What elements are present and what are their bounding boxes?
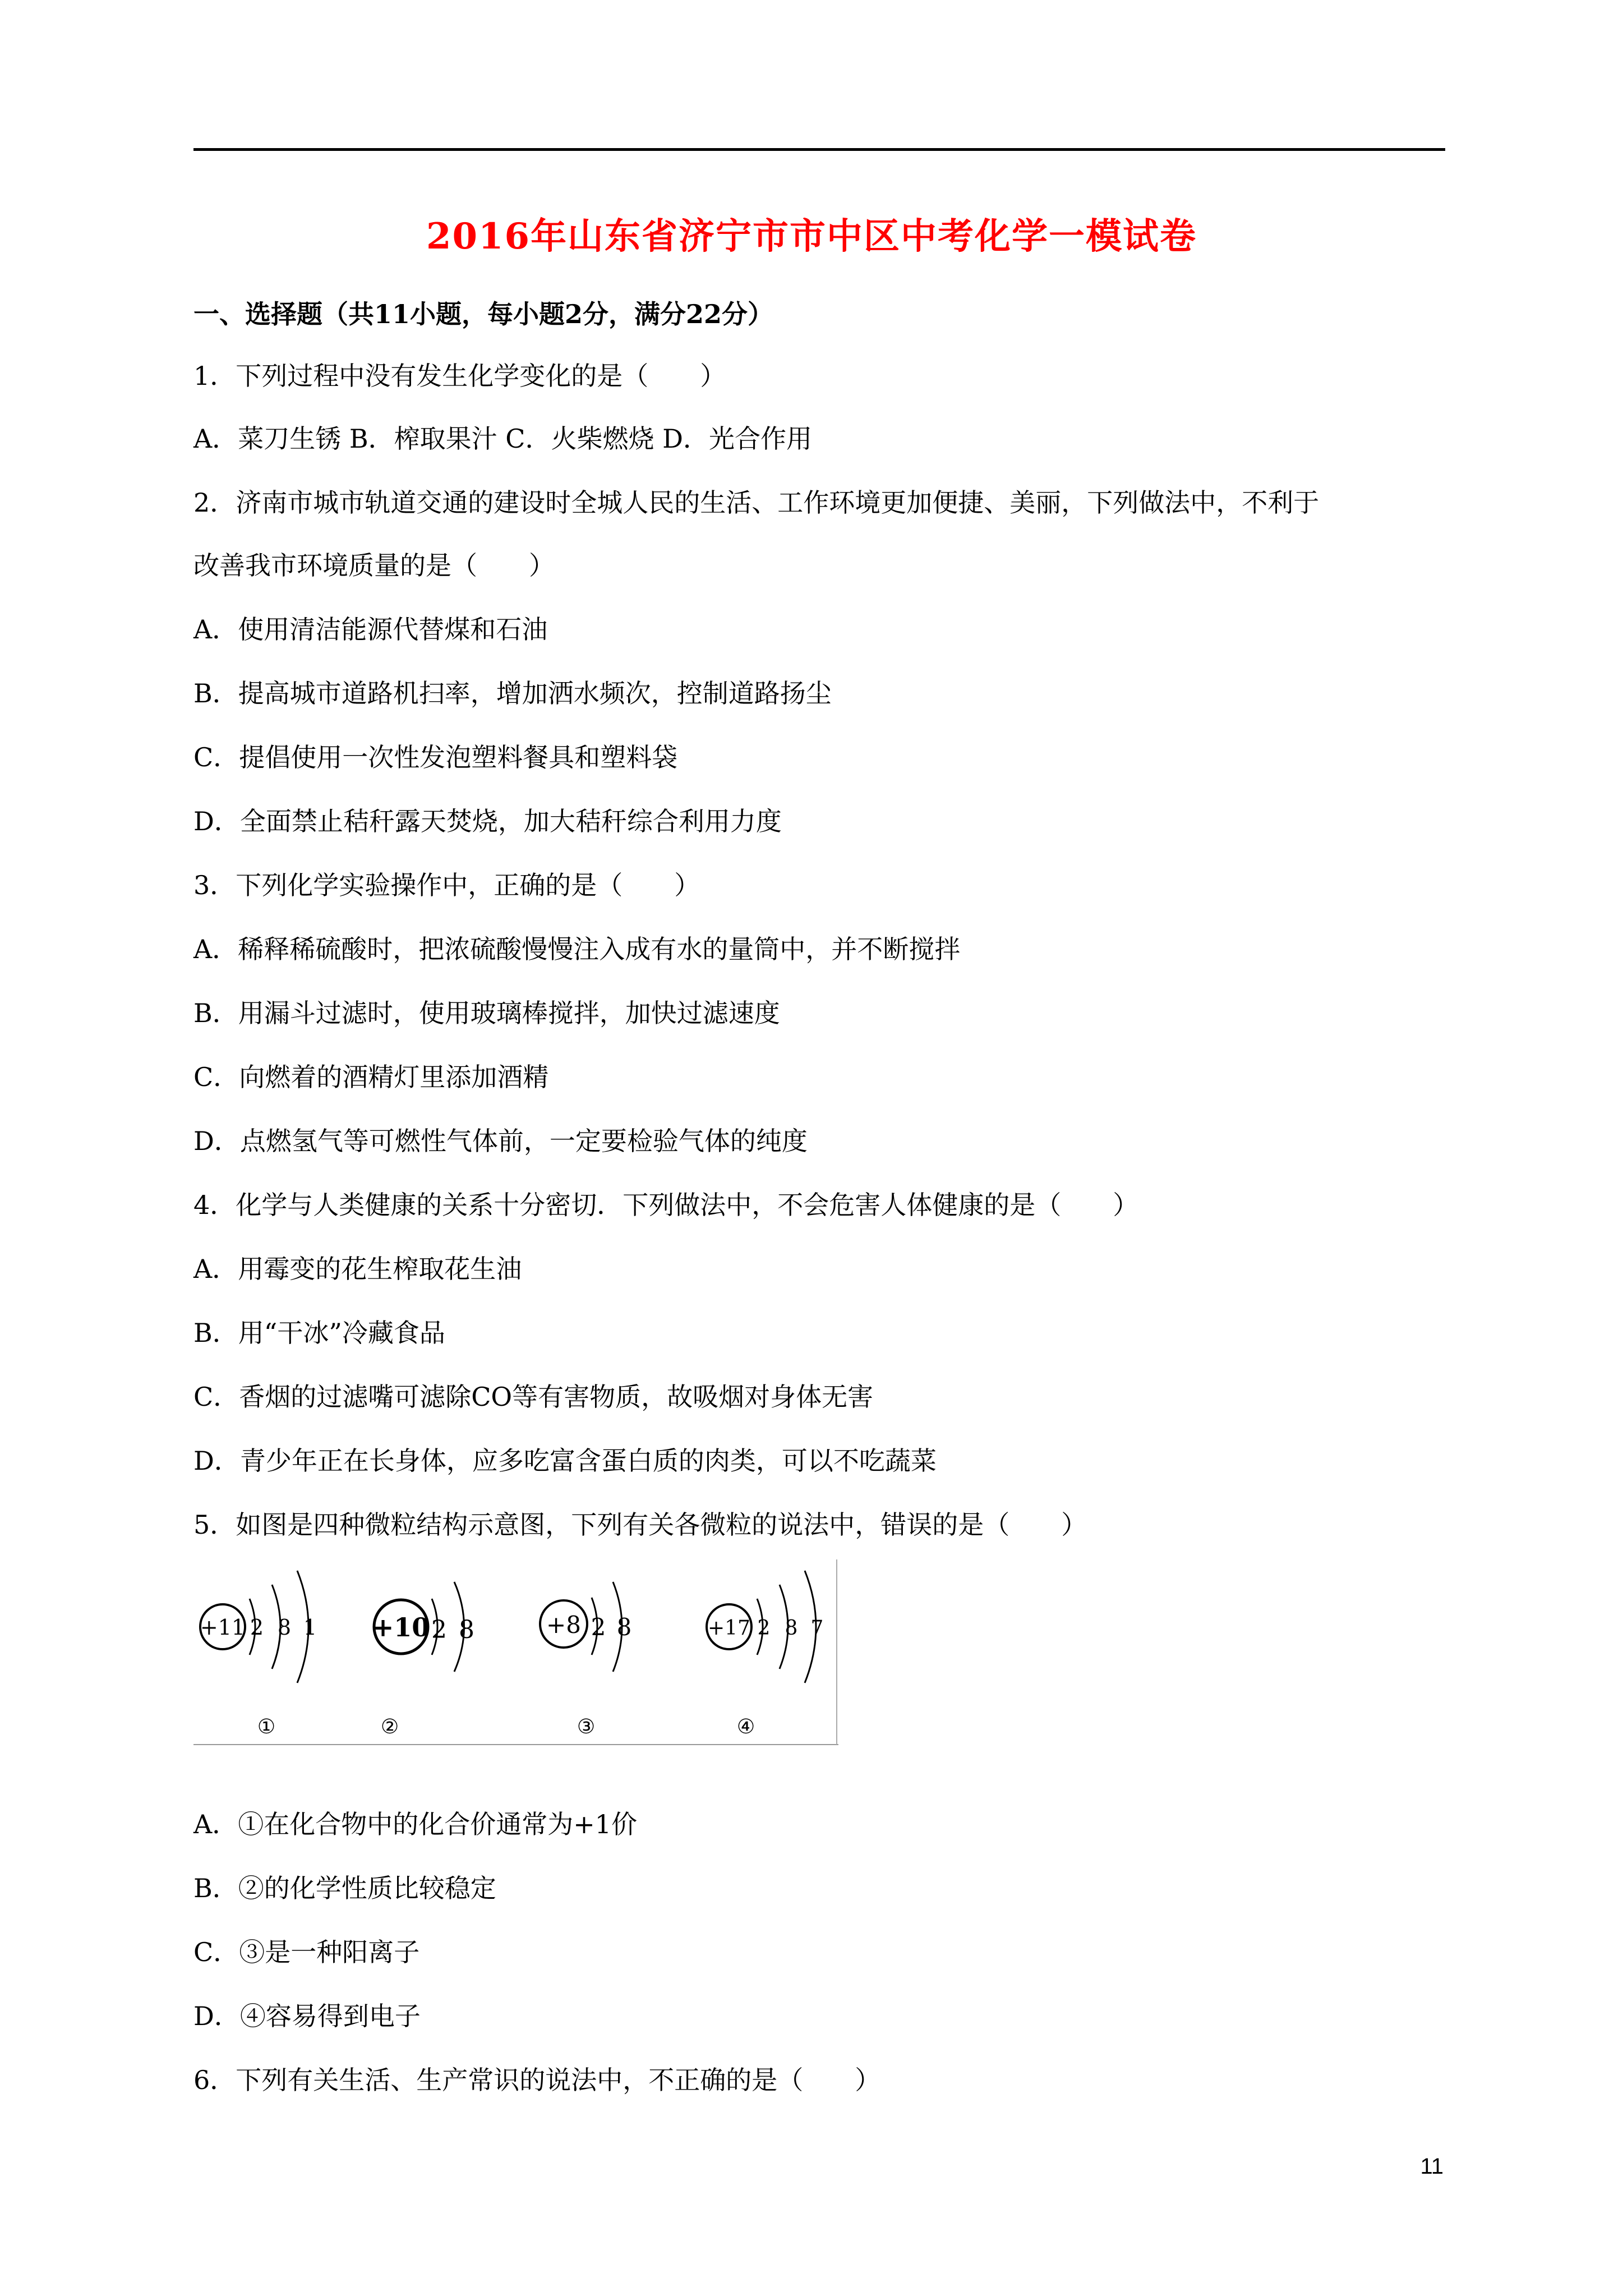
atom-structure-figure <box>193 1559 838 1747</box>
question-2: 2．济南市城市轨道交通的建设时全城人民的生活、工作环境更加便捷、美丽，下列做法中，不利于 <box>193 487 1320 518</box>
question-4-option-a: A．用霉变的花生榨取花生油 <box>193 1254 522 1284</box>
question-5-option-c: C．③是一种阳离子 <box>193 1937 420 1967</box>
atom-4-shell-2: 8 <box>785 1617 798 1640</box>
atom-1-nucleus: +11 <box>200 1615 246 1640</box>
question-3: 3．下列化学实验操作中，正确的是（ ） <box>193 870 700 900</box>
atom-3-shell-1: 2 <box>591 1613 606 1641</box>
atom-3-label: ③ <box>577 1715 596 1738</box>
atom-1 <box>200 1571 317 1738</box>
atom-1-shell-3: 1 <box>303 1615 317 1640</box>
atom-1-shell-1: 2 <box>250 1615 264 1640</box>
question-5: 5．如图是四种微粒结构示意图，下列有关各微粒的说法中，错误的是（ ） <box>193 1510 1087 1540</box>
question-1: 1．下列过程中没有发生化学变化的是（ ） <box>193 361 726 391</box>
question-5-option-a: A．①在化合物中的化合价通常为+1价 <box>193 1809 638 1839</box>
atom-4-shell-3: 7 <box>810 1617 824 1640</box>
atom-2 <box>372 1582 474 1738</box>
question-1-options: A．菜刀生锈 B．榨取果汁 C．火柴燃烧 D．光合作用 <box>193 424 812 454</box>
question-2-option-a: A．使用清洁能源代替煤和石油 <box>193 614 548 645</box>
section-heading: 一、选择题（共11小题，每小题2分，满分22分） <box>193 299 774 329</box>
atom-3 <box>540 1582 631 1738</box>
atom-2-shell-2: 8 <box>459 1616 474 1644</box>
atom-2-shell-1: 2 <box>431 1616 447 1644</box>
atom-4-shell-1: 2 <box>757 1617 771 1640</box>
question-4-option-d: D．青少年正在长身体，应多吃富含蛋白质的肉类，可以不吃蔬菜 <box>193 1446 937 1476</box>
header-rule <box>193 148 1445 151</box>
question-4: 4．化学与人类健康的关系十分密切．下列做法中，不会危害人体健康的是（ ） <box>193 1190 1139 1220</box>
atom-1-label: ① <box>257 1715 276 1738</box>
question-3-option-a: A．稀释稀硫酸时，把浓硫酸慢慢注入成有水的量筒中，并不断搅拌 <box>193 934 961 964</box>
atom-3-shell-2: 8 <box>616 1613 632 1641</box>
question-3-option-b: B．用漏斗过滤时，使用玻璃棒搅拌，加快过滤速度 <box>193 998 780 1028</box>
question-4-option-b: B．用“干冰”冷藏食品 <box>193 1318 445 1348</box>
question-3-option-d: D．点燃氢气等可燃性气体前，一定要检验气体的纯度 <box>193 1126 808 1156</box>
question-6: 6．下列有关生活、生产常识的说法中，不正确的是（ ） <box>193 2065 881 2095</box>
atom-4-label: ④ <box>736 1715 755 1738</box>
question-2-option-c: C．提倡使用一次性发泡塑料餐具和塑料袋 <box>193 742 678 772</box>
question-3-option-c: C．向燃着的酒精灯里添加酒精 <box>193 1062 549 1092</box>
question-2-option-d: D．全面禁止秸秆露天焚烧，加大秸秆综合利用力度 <box>193 806 782 836</box>
atom-4 <box>707 1571 823 1738</box>
question-4-option-c: C．香烟的过滤嘴可滤除CO等有害物质，故吸烟对身体无害 <box>193 1382 874 1412</box>
atom-4-nucleus: +17 <box>708 1617 750 1640</box>
atom-2-nucleus: +10 <box>372 1612 430 1642</box>
question-5-option-d: D．④容易得到电子 <box>193 2001 421 2031</box>
page-title: 2016年山东省济宁市市中区中考化学一模试卷 <box>426 215 1197 257</box>
atom-2-label: ② <box>380 1715 399 1738</box>
question-2-option-b: B．提高城市道路机扫率，增加洒水频次，控制道路扬尘 <box>193 678 832 708</box>
question-5-option-b: B．②的化学性质比较稳定 <box>193 1873 496 1903</box>
atom-3-nucleus: +8 <box>546 1611 581 1639</box>
question-2-cont: 改善我市环境质量的是（ ） <box>193 550 555 581</box>
page-number: 11 <box>1420 2154 1444 2179</box>
atom-1-shell-2: 8 <box>277 1615 292 1640</box>
